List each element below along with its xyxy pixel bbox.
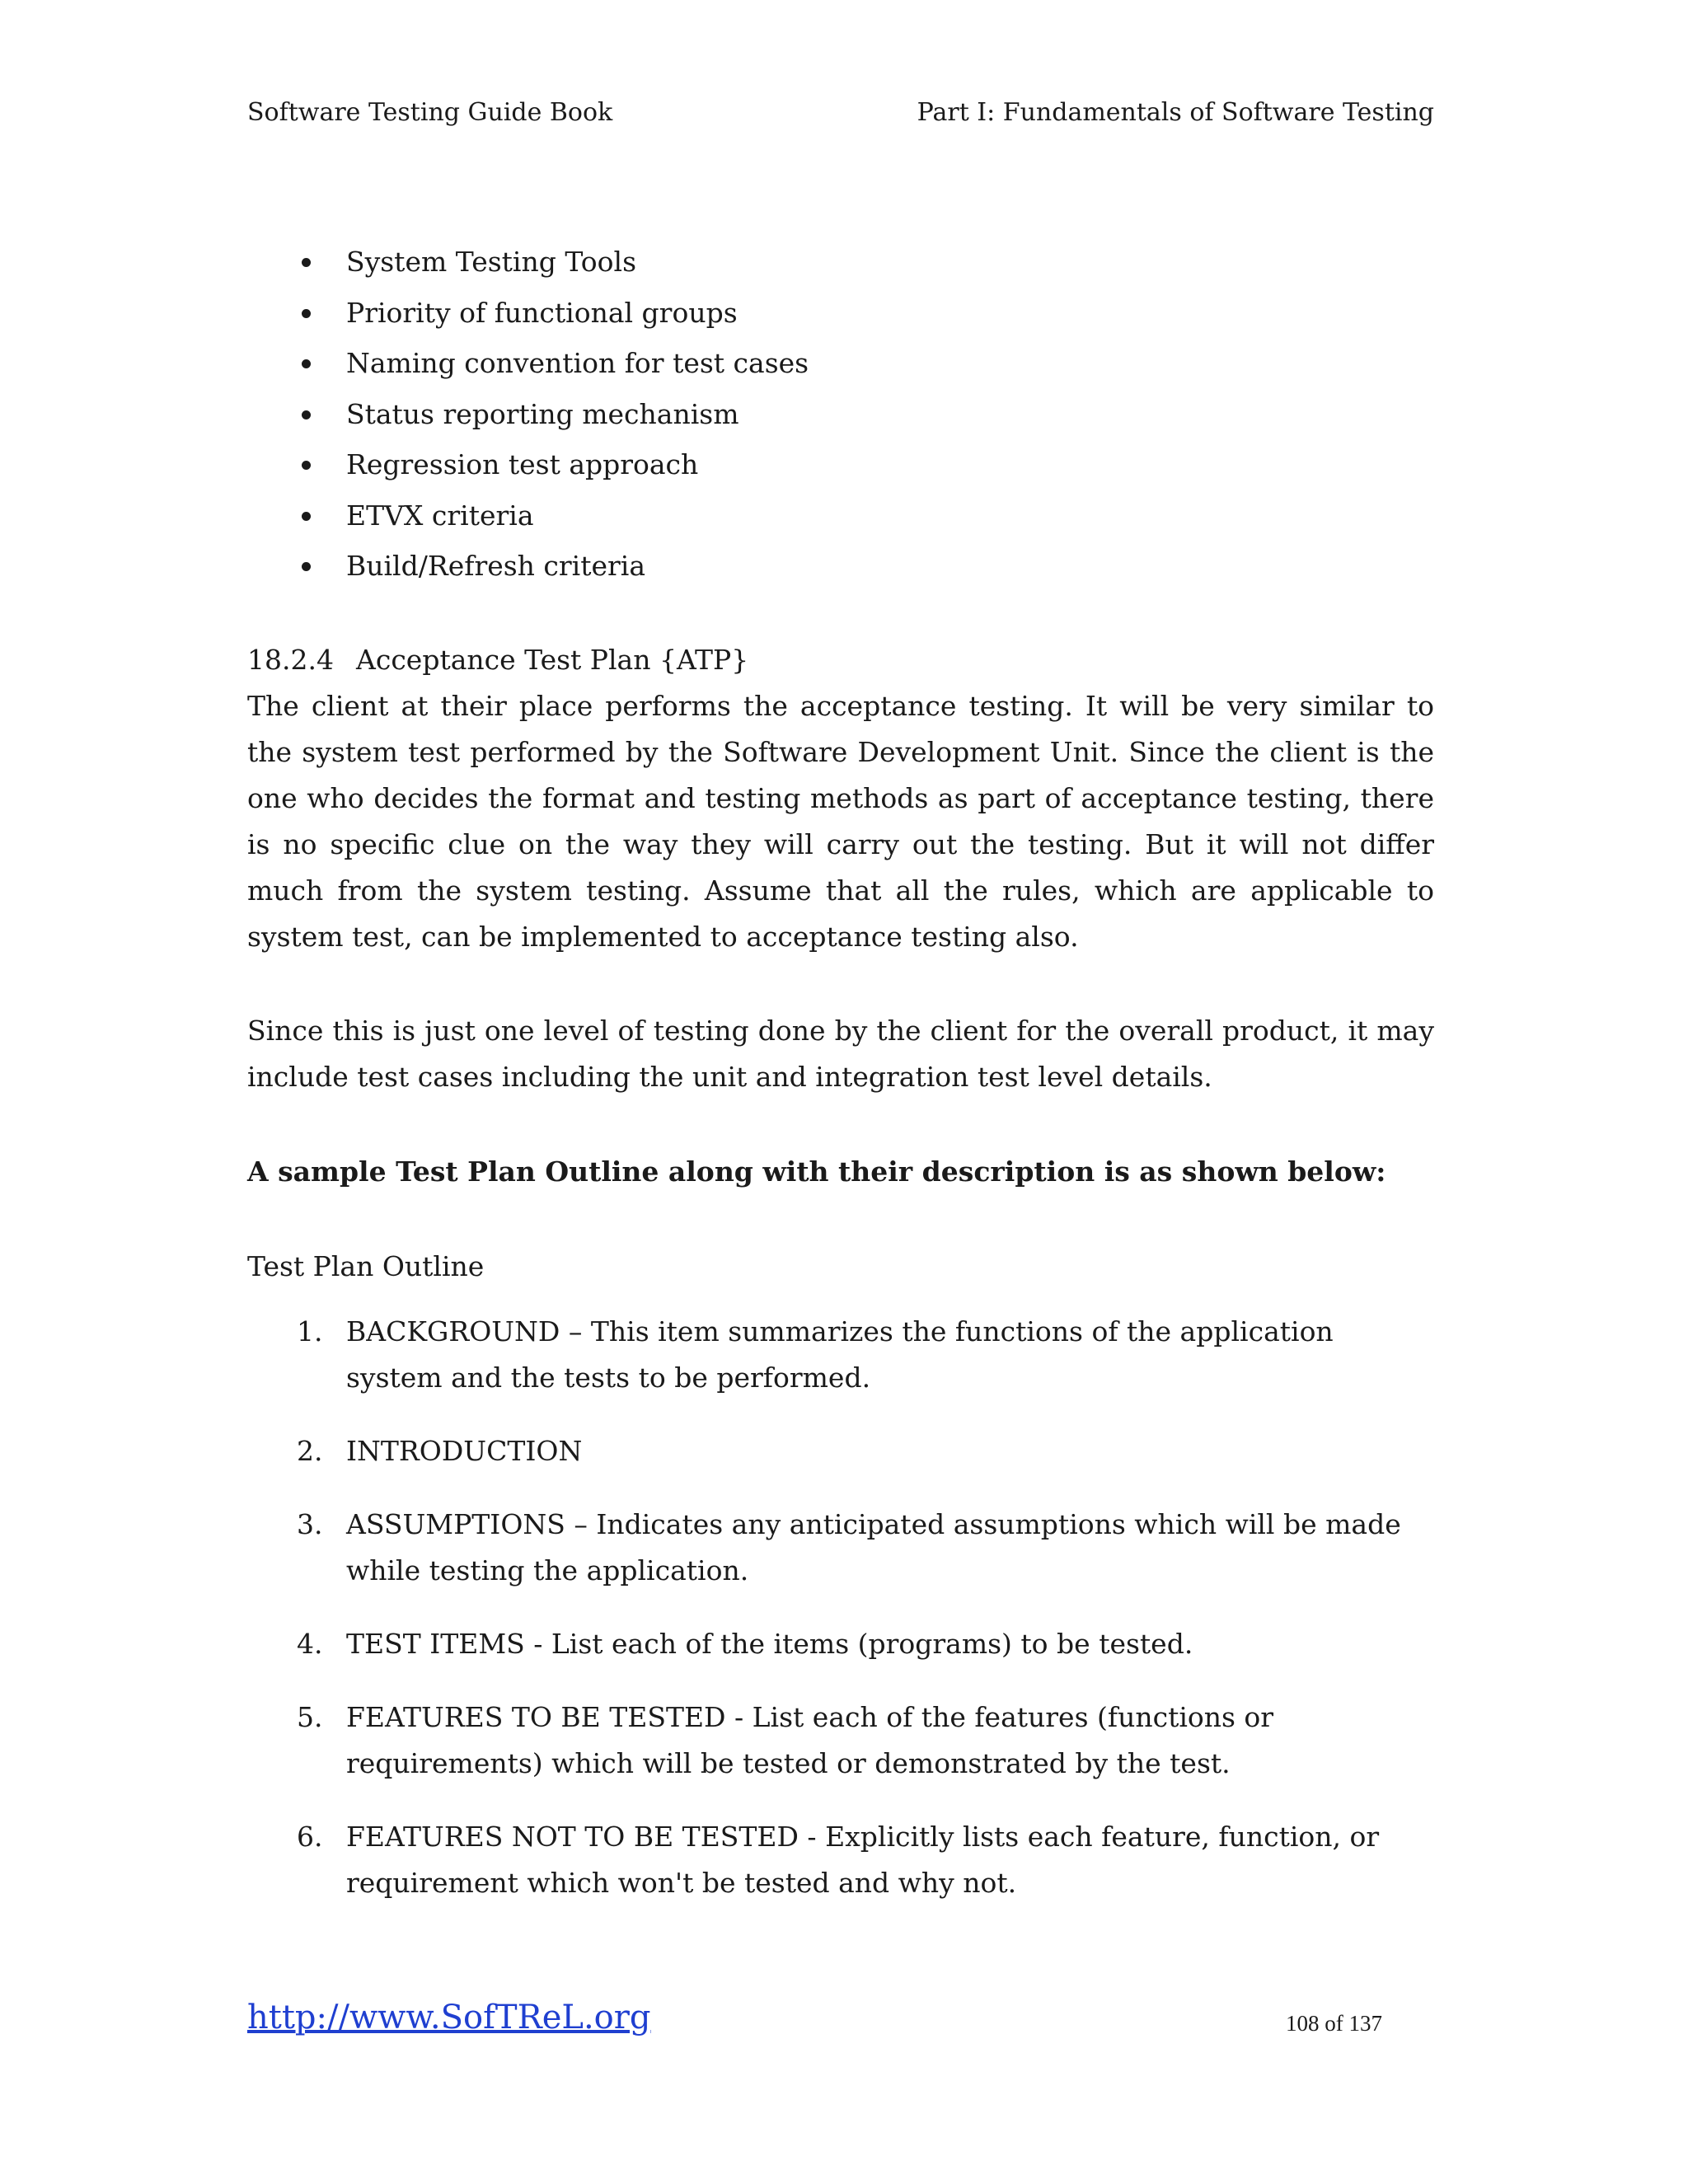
bullet-item bbox=[247, 241, 1434, 293]
page-number: 108 of 137 bbox=[1286, 2011, 1382, 2036]
bullet-dot-icon bbox=[302, 309, 311, 318]
outline-item-number: 5. bbox=[297, 1701, 323, 1733]
bullet-text: System Testing Tools bbox=[346, 246, 637, 278]
bullet-dot-icon bbox=[302, 512, 311, 521]
outline-item-number: 2. bbox=[297, 1435, 323, 1467]
bullet-text: Build/Refresh criteria bbox=[346, 550, 646, 582]
bullet-item bbox=[247, 495, 1434, 546]
bold-heading: A sample Test Plan Outline along with their description is as shown below: bbox=[247, 1155, 1386, 1188]
outline-item bbox=[247, 1694, 1434, 1787]
section-title: Acceptance Test Plan {ATP} bbox=[356, 644, 749, 676]
outline-item bbox=[247, 1502, 1434, 1594]
outline-item-number: 3. bbox=[297, 1508, 323, 1540]
outline-item-number: 4. bbox=[297, 1628, 323, 1660]
body-paragraph: Since this is just one level of testing done by the client for the overall product, it may include test cases including the unit and integration test level details. bbox=[247, 1015, 1434, 1093]
bullet-text: Priority of functional groups bbox=[346, 296, 738, 329]
outline-item-text: BACKGROUND – This item summarizes the functions of the application system and the tests to be performed. bbox=[346, 1315, 1334, 1394]
outline-item-text: FEATURES NOT TO BE TESTED - Explicitly lists each feature, function, or requirement which won't be tested and why not. bbox=[346, 1821, 1380, 1899]
numbered-outline-list bbox=[247, 1309, 1434, 1933]
bullet-list bbox=[247, 241, 1434, 597]
bullet-text: Naming convention for test cases bbox=[346, 347, 809, 379]
running-header-book-title: Software Testing Guide Book bbox=[247, 98, 613, 127]
outline-item bbox=[247, 1309, 1434, 1401]
bullet-item bbox=[247, 546, 1434, 597]
outline-item-number: 1. bbox=[297, 1315, 323, 1347]
outline-item-text: ASSUMPTIONS – Indicates any anticipated assumptions which will be made while testing the application. bbox=[346, 1508, 1401, 1586]
outline-item-text: TEST ITEMS - List each of the items (programs) to be tested. bbox=[346, 1628, 1193, 1660]
bullet-text: Regression test approach bbox=[346, 448, 699, 480]
body-paragraph: The client at their place performs the acceptance testing. It will be very similar to the system test performed by the Software Development Unit. Since the client is the one who decides the format and testing methods as part of acceptance testing, there is no specific clue on the way they will carry out the testing. But it will not differ much from the system testing. Assume that all the rules, which are applicable to system test, can be implemented to acceptance testing also. bbox=[247, 690, 1434, 953]
bullet-item bbox=[247, 394, 1434, 445]
section-heading bbox=[247, 640, 748, 681]
bullet-dot-icon bbox=[302, 258, 311, 267]
bullet-text: Status reporting mechanism bbox=[346, 397, 739, 430]
outline-item-text: INTRODUCTION bbox=[346, 1435, 583, 1467]
bullet-dot-icon bbox=[302, 461, 311, 470]
bullet-dot-icon bbox=[302, 410, 311, 419]
bullet-dot-icon bbox=[302, 359, 311, 368]
bullet-item bbox=[247, 444, 1434, 495]
outline-item bbox=[247, 1814, 1434, 1906]
outline-item bbox=[247, 1621, 1434, 1667]
outline-item bbox=[247, 1428, 1434, 1474]
running-header-part-title: Part I: Fundamentals of Software Testing bbox=[917, 98, 1434, 127]
footer-website-link[interactable]: http://www.SofTReL.org bbox=[247, 1999, 651, 2036]
section-number: 18.2.4 bbox=[247, 644, 334, 676]
bullet-dot-icon bbox=[302, 562, 311, 571]
bullet-item bbox=[247, 343, 1434, 394]
bullet-text: ETVX criteria bbox=[346, 499, 534, 532]
outline-title: Test Plan Outline bbox=[247, 1250, 485, 1282]
bullet-item bbox=[247, 293, 1434, 344]
outline-item-text: FEATURES TO BE TESTED - List each of the features (functions or requirements) which will be tested or demonstrated by the test. bbox=[346, 1701, 1274, 1779]
outline-item-number: 6. bbox=[297, 1821, 323, 1853]
